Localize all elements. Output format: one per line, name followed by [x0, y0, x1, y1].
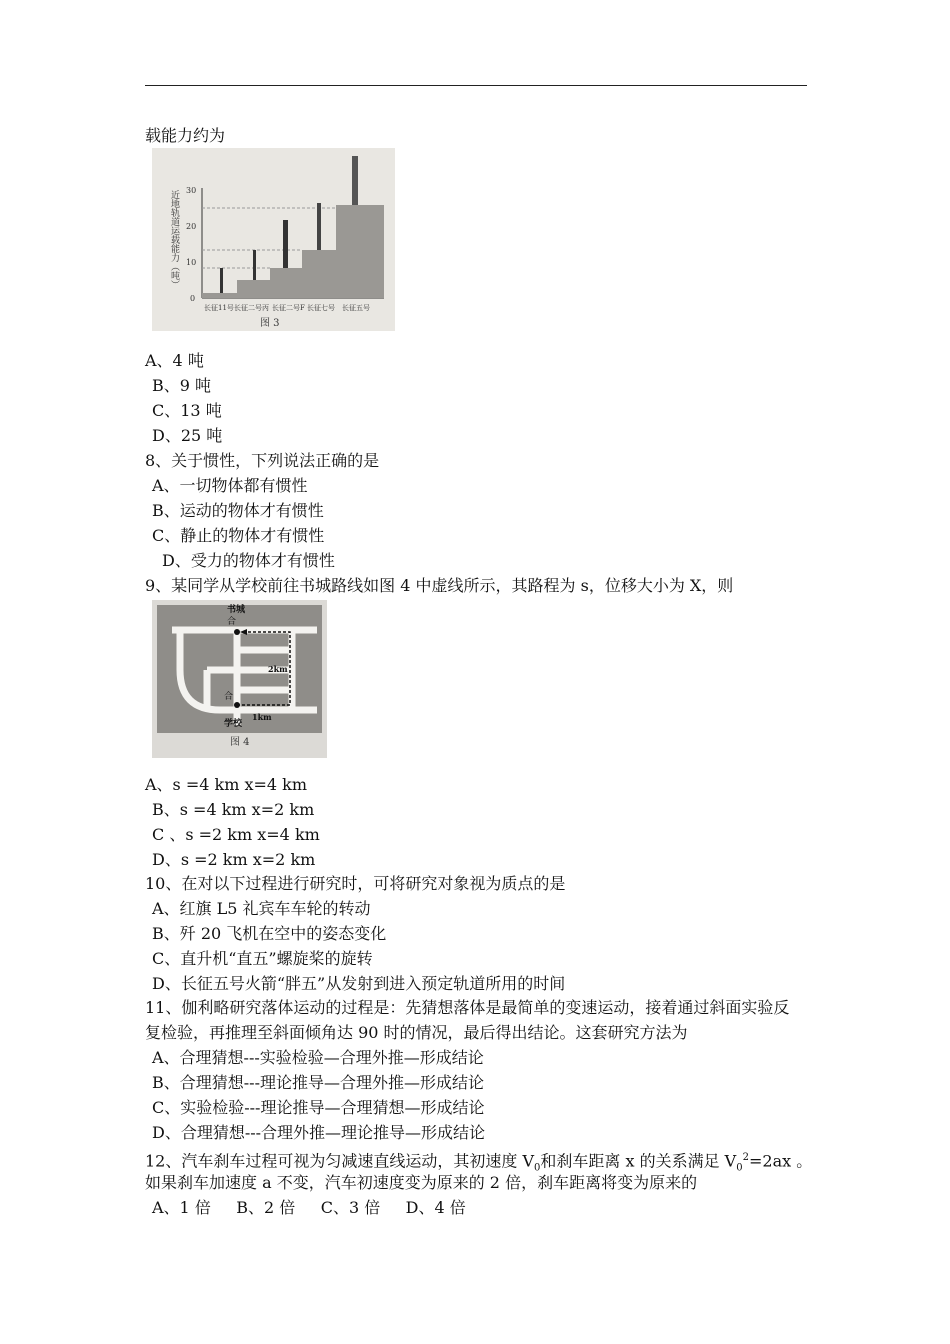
- q10-option-c: C、直升机“直五”螺旋桨的旋转: [152, 949, 373, 968]
- q8-option-d: D、受力的物体才有惯性: [162, 551, 335, 570]
- q10-option-b: B、歼 20 飞机在空中的姿态变化: [152, 924, 387, 943]
- figure-4-route-map: [152, 600, 327, 758]
- figure-3-rocket-chart: [152, 148, 395, 331]
- category-1: 长征二号丙: [234, 304, 269, 312]
- rocket-cz2c: [253, 250, 256, 280]
- q9-option-b: B、s =4 km x=2 km: [152, 800, 315, 819]
- q9-option-d: D、s =2 km x=2 km: [152, 850, 316, 869]
- ytick-20: 20: [186, 222, 197, 231]
- q8-option-a: A、一切物体都有惯性: [152, 476, 308, 495]
- intro-text: 载能力约为: [145, 126, 226, 145]
- label-2km: 2km: [268, 664, 288, 674]
- category-4: 长征五号: [342, 304, 370, 312]
- q9-stem: 9、某同学从学校前往书城路线如图 4 中虚线所示，其路程为 s，位移大小为 X，则: [145, 576, 734, 595]
- q11-option-d: D、合理猜想---合理外推—理论推导—形成结论: [152, 1123, 486, 1142]
- rocket-cz11: [220, 268, 223, 293]
- q10-option-a: A、红旗 L5 礼宾车车轮的转动: [152, 899, 371, 918]
- category-0: 长征11号: [204, 304, 234, 312]
- q8-option-b: B、运动的物体才有惯性: [152, 501, 324, 520]
- q11-option-a: A、合理猜想---实验检验—合理外推—形成结论: [152, 1048, 484, 1067]
- q9-option-c: C 、s =2 km x=4 km: [152, 825, 320, 844]
- q11-option-c: C、实验检验---理论推导—合理猜想—形成结论: [152, 1098, 485, 1117]
- q12-stem-line1: 12、汽车刹车过程可视为匀减速直线运动，其初速度 $V_0$和刹车距离 x 的关系满足 $V_0^2=2ax$ 。: [145, 1151, 813, 1174]
- figure4-caption: 图 4: [230, 737, 250, 748]
- svg-text:合: 合: [227, 617, 237, 627]
- q11-option-b: B、合理猜想---理论推导—合理外推—形成结论: [152, 1073, 484, 1092]
- q12-stem-line2: 如果刹车加速度 a 不变，汽车初速度变为原来的 2 倍，刹车距离将变为原来的: [145, 1173, 698, 1192]
- q11-stem-line1: 11、伽利略研究落体运动的过程是：先猜想落体是最简单的变速运动，接着通过斜面实验反: [145, 998, 790, 1017]
- label-1km: 1km: [252, 712, 272, 722]
- label-school: 学校: [224, 719, 243, 729]
- header-rule: [145, 85, 807, 86]
- q8-option-c: C、静止的物体才有惯性: [152, 526, 325, 545]
- q10-option-d: D、长征五号火箭“胖五”从发射到进入预定轨道所用的时间: [152, 974, 566, 993]
- q8-stem: 8、关于惯性，下列说法正确的是: [145, 451, 380, 470]
- q10-stem: 10、在对以下过程进行研究时，可将研究对象视为质点的是: [145, 874, 566, 893]
- ytick-0: 0: [190, 294, 196, 303]
- q7-option-a: A、4 吨: [145, 351, 204, 370]
- category-2: 长征二号F: [272, 304, 305, 312]
- q12-options: A、1 倍 B、2 倍 C、3 倍 D、4 倍: [152, 1198, 466, 1217]
- q7-option-d: D、25 吨: [152, 426, 223, 445]
- category-3: 长征七号: [307, 304, 335, 312]
- q7-option-c: C、13 吨: [152, 401, 222, 420]
- q11-stem-line2: 复检验，再推理至斜面倾角达 90 时的情况，最后得出结论。这套研究方法为: [145, 1023, 688, 1042]
- rocket-cz7: [317, 203, 321, 250]
- q7-option-b: B、9 吨: [152, 376, 212, 395]
- ytick-10: 10: [186, 258, 197, 267]
- figure3-ylabel: 近地轨道运载能力（吨）: [169, 190, 179, 289]
- svg-text:合: 合: [224, 692, 234, 702]
- ytick-30: 30: [186, 186, 197, 195]
- rocket-cz2f: [283, 220, 288, 268]
- rocket-cz5: [352, 156, 358, 205]
- figure3-caption: 图 3: [260, 318, 280, 329]
- q9-option-a: A、s =4 km x=4 km: [145, 775, 308, 794]
- label-bookstore: 书城: [227, 605, 246, 615]
